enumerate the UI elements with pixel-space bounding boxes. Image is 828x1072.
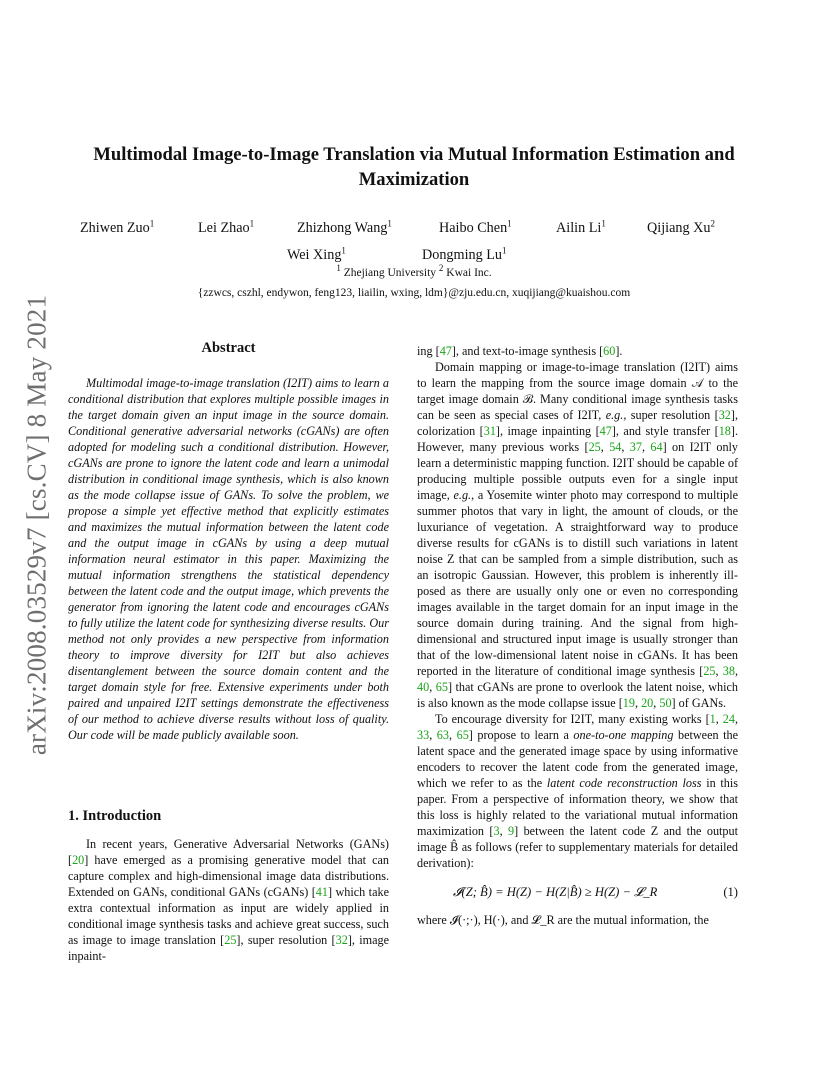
introduction-body bbox=[68, 836, 389, 964]
citation-link[interactable]: 40 bbox=[417, 680, 430, 694]
equation-number: (1) bbox=[723, 885, 738, 899]
citation-link[interactable]: 20 bbox=[72, 853, 85, 867]
citation-link[interactable]: 38 bbox=[722, 664, 735, 678]
citation-link[interactable]: 32 bbox=[718, 408, 731, 422]
citation-link[interactable]: 18 bbox=[718, 424, 731, 438]
citation-link[interactable]: 63 bbox=[436, 728, 449, 742]
author-2: Lei Zhao$^1$ bbox=[198, 218, 255, 236]
citation-link[interactable]: 37 bbox=[629, 440, 642, 454]
affiliations: $^1$ Zhejiang University $^2$ Kwai Inc. bbox=[336, 263, 492, 279]
author-8: Dongming Lu$^1$ bbox=[422, 245, 507, 263]
citation-link[interactable]: 64 bbox=[650, 440, 663, 454]
equation-expression: 𝓘(Z; B̂) = H(Z) − H(Z|B̂) ≥ H(Z) − 𝓛_R bbox=[453, 885, 658, 899]
author-1: Zhiwen Zuo$^1$ bbox=[80, 218, 155, 236]
citation-link[interactable]: 24 bbox=[722, 712, 735, 726]
citation-link[interactable]: 25 bbox=[703, 664, 716, 678]
citation-link[interactable]: 3 bbox=[493, 824, 500, 838]
citation-link[interactable]: 33 bbox=[417, 728, 430, 742]
abstract-text: Multimodal image-to-image translation (I2IT) aims to learn a conditional distribution that explores multiple possible images in the target domain given an input image in the source domain. Conditional generative adversarial networks (cGANs) are often adopted for modeling such a conditional distribution. However, cGANs are prone to ignore the latent code and learn a unimodal distribution in conditional image synthesis, which is also known as the mode collapse issue of GANs. To solve the problem, we propose a simple yet effective method that explicitly estimates and maximizes the mutual information between the latent code and the output image in cGANs by using a deep mutual information neural estimator in this paper. Maximizing the mutual information strengthens the statistical dependency between the latent code and the output image, which prevents the generator from ignoring the latent code and encourages cGANs to fully utilize the latent code for synthesizing diverse results. Our method not only provides a new perspective from information theory to improve diversity for I2IT but also achieves disentanglement between the source domain content and the target domain style for free. Extensive experiments under both paired and unpaired I2IT settings demonstrate the effectiveness of our method to achieve diverse results without loss of quality. Our code will be made publicly available soon. bbox=[68, 376, 389, 742]
citation-link[interactable]: 47 bbox=[599, 424, 612, 438]
author-4: Haibo Chen$^1$ bbox=[439, 218, 512, 236]
citation-link[interactable]: 60 bbox=[603, 344, 616, 358]
citation-link[interactable]: 25 bbox=[588, 440, 601, 454]
paper-title: Multimodal Image-to-Image Translation via Mutual Information Estimation and Maximization bbox=[93, 144, 735, 190]
citation-link[interactable]: 65 bbox=[435, 680, 448, 694]
citation-link[interactable]: 31 bbox=[483, 424, 496, 438]
post-equation-text: where 𝓘(·;·), H(·), and 𝓛_R are the mutual information, the bbox=[417, 913, 709, 927]
citation-link[interactable]: 19 bbox=[622, 696, 635, 710]
author-3: Zhizhong Wang$^1$ bbox=[297, 218, 392, 236]
author-7: Wei Xing$^1$ bbox=[287, 245, 346, 263]
citation-link[interactable]: 1 bbox=[709, 712, 716, 726]
intro-paragraph-1-continued: ing [47], and text-to-image synthesis [60]. bbox=[417, 344, 623, 358]
citation-link[interactable]: 54 bbox=[609, 440, 622, 454]
citation-link[interactable]: 32 bbox=[335, 933, 348, 947]
introduction-heading: 1. Introduction bbox=[68, 808, 162, 824]
citation-link[interactable]: 47 bbox=[439, 344, 452, 358]
citation-link[interactable]: 20 bbox=[641, 696, 654, 710]
citation-link[interactable]: 25 bbox=[224, 933, 237, 947]
abstract-heading: Abstract bbox=[201, 340, 256, 356]
author-emails: {zzwcs, cszhl, endywon, feng123, liailin, wxing, ldm}@zju.edu.cn, xuqijiang@kuaishou.com bbox=[197, 287, 631, 299]
citation-link[interactable]: 9 bbox=[508, 824, 515, 838]
citation-link[interactable]: 65 bbox=[456, 728, 469, 742]
citation-link[interactable]: 50 bbox=[659, 696, 672, 710]
equation-1 bbox=[417, 884, 738, 900]
right-column bbox=[417, 343, 738, 928]
abstract-body bbox=[68, 375, 389, 743]
intro-paragraph-3: To encourage diversity for I2IT, many existing works [1, 24, 33, 63, 65] propose to learn a one-to-one mapping between the latent space and the generated image space by using informative encoders to recover the latent code from the generated image, which we refer to as the latent code reconstruction loss in this paper. From a perspective of information theory, we show that this loss is highly related to the variational mutual information maximization [3, 9] between the latent code Z and the output image B̂ as follows (refer to supplementary materials for detailed derivation): bbox=[417, 712, 739, 870]
author-5: Ailin Li$^1$ bbox=[556, 218, 606, 236]
intro-paragraph-2: Domain mapping or image-to-image translation (I2IT) aims to learn the mapping from the source image domain 𝒜 to the target image domain ℬ. Many conditional image synthesis tasks can be seen as special cases of I2IT, e.g., super resolution [32], colorization [31], image inpainting [47], and style transfer [18]. However, many previous works [25, 54, 37, 64] on I2IT only learn a deterministic mapping function. I2IT should be capable of producing multiple possible outputs even for a single input image, e.g., a Yosemite winter photo may correspond to multiple summer photos that vary in light, the amount of clouds, or the luxuriance of vegetation. A straightforward way to produce diverse results for cGANs is to distill such variations in latent noise Z that can be sampled from a simple distribution, such as an isotropic Gaussian. However, this problem is inherently ill-posed as there are usually only one or even no corresponding images available in the target domain for an input image in the source domain during training. And the signal from high-dimensional and structured input image is usually stronger than that of the low-dimensional latent noise in cGANs. It has been reported in the literature of conditional image synthesis [25, 38, 40, 65] that cGANs are prone to overlook the latent noise, which is also known as the mode collapse issue [19, 20, 50] of GANs. bbox=[417, 360, 739, 710]
citation-link[interactable]: 41 bbox=[315, 885, 328, 899]
arxiv-identifier-text: arXiv:2008.03529v7 [cs.CV] 8 May 2021 bbox=[21, 294, 52, 756]
arxiv-identifier-stamp bbox=[22, 290, 52, 760]
author-6: Qijiang Xu$^2$ bbox=[647, 218, 715, 236]
intro-paragraph-1: In recent years, Generative Adversarial Networks (GANs) [20] have emerged as a promising generative model that can capture complex and high-dimensional image data distributions. Extended on GANs, conditional GANs (cGANs) [41] which take extra contextual information as input are widely applied in conditional image synthesis tasks and achieve great success, such as image to image translation [25], super resolution [32], image inpaint- bbox=[68, 837, 389, 963]
